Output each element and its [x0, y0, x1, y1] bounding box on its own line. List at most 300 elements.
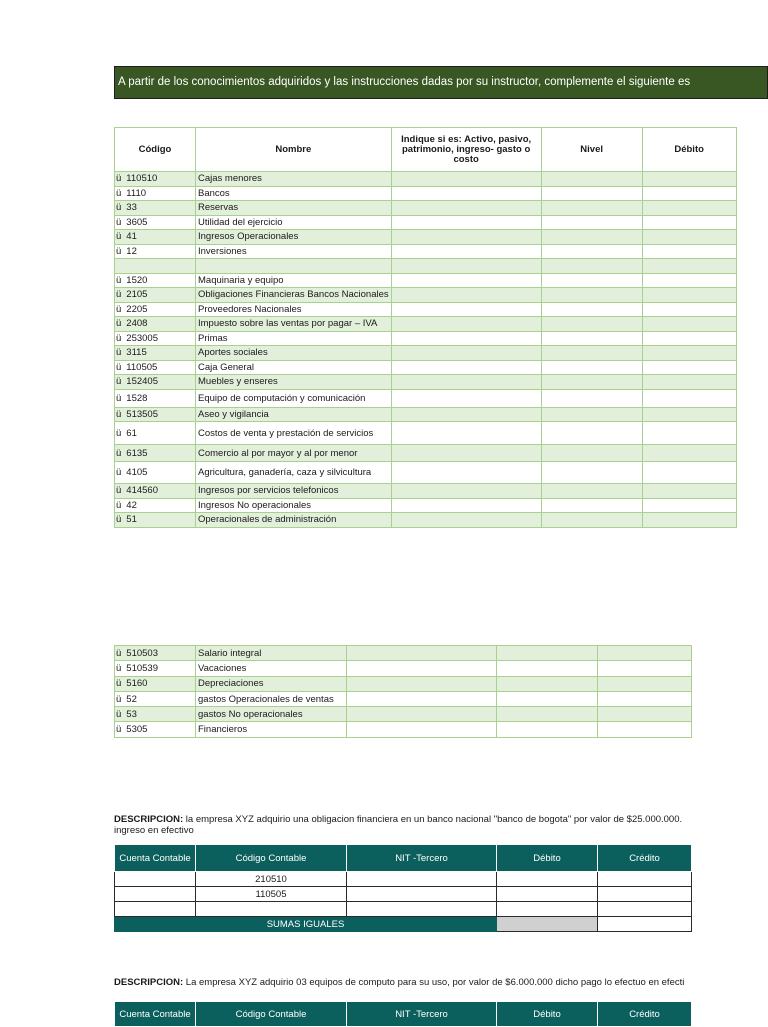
- account-code: 1528: [126, 392, 148, 404]
- account-name-cell: [196, 707, 347, 722]
- account-type-input[interactable]: [391, 215, 541, 230]
- account-level-input[interactable]: [541, 317, 642, 332]
- account-name: Depreciaciones: [198, 678, 264, 690]
- account-debit-input[interactable]: [598, 707, 692, 722]
- entry2-header-cuenta: Cuenta Contable: [115, 1002, 196, 1027]
- account-debit-input[interactable]: [642, 513, 736, 528]
- account-row: [115, 215, 737, 230]
- check-bullet-icon: ü: [116, 662, 122, 674]
- check-bullet-icon: ü: [116, 216, 122, 228]
- account-type-input[interactable]: [391, 484, 541, 499]
- account-name-cell: [196, 259, 392, 274]
- account-debit-input[interactable]: [598, 661, 692, 676]
- account-code-cell: [115, 215, 196, 230]
- check-bullet-icon: ü: [116, 724, 122, 736]
- account-name-cell: [196, 646, 347, 661]
- account-name: Inversiones: [198, 245, 247, 257]
- account-debit-input[interactable]: [642, 201, 736, 216]
- entry2-description: [114, 977, 694, 988]
- entry1-header-credito: Crédito: [598, 845, 692, 872]
- header-nivel: Nivel: [541, 128, 642, 172]
- account-code: 12: [126, 245, 137, 257]
- account-row: [115, 375, 737, 390]
- account-name: Vacaciones: [198, 662, 247, 674]
- account-row: [115, 172, 737, 187]
- account-debit-input[interactable]: [642, 273, 736, 288]
- account-row: [115, 646, 692, 661]
- journal-entry-1: [114, 844, 692, 932]
- account-level-input[interactable]: [541, 513, 642, 528]
- account-debit-input[interactable]: [642, 375, 736, 390]
- account-type-input[interactable]: [391, 201, 541, 216]
- account-row: [115, 484, 737, 499]
- account-name-cell: [196, 201, 392, 216]
- account-level-input[interactable]: [497, 676, 598, 691]
- account-debit-input[interactable]: [642, 302, 736, 317]
- entry1-cell-nit[interactable]: [347, 872, 497, 887]
- account-debit-input[interactable]: [642, 422, 736, 445]
- account-name-cell: [196, 445, 392, 462]
- account-name-cell: [196, 288, 392, 303]
- account-code: 5305: [126, 724, 148, 736]
- account-name: Comercio al por mayor y al por menor: [198, 447, 358, 459]
- account-row: [115, 445, 737, 462]
- check-bullet-icon: ü: [116, 693, 122, 705]
- account-type-input[interactable]: [391, 230, 541, 245]
- account-debit-input[interactable]: [642, 230, 736, 245]
- account-code-cell: [115, 273, 196, 288]
- account-row: [115, 707, 692, 722]
- account-debit-input[interactable]: [642, 331, 736, 346]
- account-name: Impuesto sobre las ventas por pagar – IVA: [198, 318, 378, 330]
- account-row: [115, 302, 737, 317]
- account-type-input[interactable]: [391, 259, 541, 274]
- account-row: [115, 676, 692, 691]
- account-debit-input[interactable]: [598, 691, 692, 706]
- entry1-cell-credito[interactable]: [598, 872, 692, 887]
- account-level-input[interactable]: [541, 302, 642, 317]
- account-name: Primas: [198, 332, 228, 344]
- account-name: Bancos: [198, 187, 230, 199]
- account-code: 33: [126, 202, 137, 214]
- check-bullet-icon: ü: [116, 361, 122, 373]
- check-bullet-icon: ü: [116, 485, 122, 497]
- account-debit-input[interactable]: [642, 484, 736, 499]
- header-debito: Débito: [642, 128, 736, 172]
- account-row: [115, 722, 692, 737]
- account-type-input[interactable]: [347, 707, 497, 722]
- account-name: gastos Operacionales de ventas: [198, 693, 334, 705]
- account-code-cell: [115, 389, 196, 407]
- check-bullet-icon: ü: [116, 274, 122, 286]
- account-name: Operacionales de administración: [198, 514, 337, 526]
- journal-entry-2: [114, 1001, 692, 1027]
- account-type-input[interactable]: [391, 407, 541, 422]
- account-debit-input[interactable]: [642, 407, 736, 422]
- entry2-header-row: [115, 1002, 692, 1027]
- account-level-input[interactable]: [541, 462, 642, 484]
- entry2-header-credito: Crédito: [598, 1002, 692, 1027]
- account-debit-input[interactable]: [642, 346, 736, 361]
- account-level-input[interactable]: [541, 389, 642, 407]
- account-code-cell: [115, 288, 196, 303]
- account-name-cell: [196, 513, 392, 528]
- header-codigo: Código: [115, 128, 196, 172]
- entry1-cell-cuenta[interactable]: [115, 872, 196, 887]
- account-code: 42: [126, 499, 137, 511]
- account-level-input[interactable]: [497, 646, 598, 661]
- account-name-cell: [196, 230, 392, 245]
- account-type-input[interactable]: [347, 691, 497, 706]
- account-code-cell: [115, 407, 196, 422]
- account-code-cell: [115, 513, 196, 528]
- accounts-table: [114, 127, 737, 528]
- account-code-cell: [115, 484, 196, 499]
- account-code-cell: [115, 244, 196, 259]
- account-level-input[interactable]: [541, 445, 642, 462]
- account-type-input[interactable]: [391, 302, 541, 317]
- header-nombre: Nombre: [196, 128, 392, 172]
- account-type-input[interactable]: [391, 445, 541, 462]
- check-bullet-icon: ü: [116, 289, 122, 301]
- instruction-banner: [114, 66, 768, 99]
- account-name-cell: [196, 317, 392, 332]
- account-type-input[interactable]: [391, 462, 541, 484]
- account-name-cell: [196, 244, 392, 259]
- account-name-cell: [196, 661, 347, 676]
- account-code: 510539: [126, 662, 158, 674]
- check-bullet-icon: ü: [116, 647, 122, 659]
- account-name-cell: [196, 346, 392, 361]
- entry1-header-debito: Débito: [497, 845, 598, 872]
- account-type-input[interactable]: [391, 422, 541, 445]
- entry1-cell-cuenta[interactable]: [115, 902, 196, 917]
- account-type-input[interactable]: [391, 186, 541, 201]
- entry1-cell-credito[interactable]: [598, 902, 692, 917]
- account-code: 4105: [126, 467, 148, 478]
- account-type-input[interactable]: [391, 360, 541, 375]
- account-code-cell: [115, 445, 196, 462]
- account-code-cell: [115, 462, 196, 484]
- check-bullet-icon: ü: [116, 245, 122, 257]
- check-bullet-icon: ü: [116, 318, 122, 330]
- check-bullet-icon: ü: [116, 347, 122, 359]
- account-row: [115, 513, 737, 528]
- entry1-sum-debito: [497, 917, 598, 932]
- entry1-cell-debito[interactable]: [497, 902, 598, 917]
- account-code: 110510: [126, 173, 158, 185]
- account-code: 152405: [126, 376, 158, 388]
- account-name: gastos No operacionales: [198, 708, 303, 720]
- account-code-cell: [115, 375, 196, 390]
- account-row: [115, 422, 737, 445]
- account-code: 1520: [126, 274, 148, 286]
- account-row: [115, 407, 737, 422]
- account-code: 61: [126, 427, 137, 439]
- account-name-cell: [196, 407, 392, 422]
- check-bullet-icon: ü: [116, 202, 122, 214]
- account-name: Aportes sociales: [198, 347, 268, 359]
- account-row: [115, 186, 737, 201]
- account-level-input[interactable]: [497, 722, 598, 737]
- entry1-cell-nit[interactable]: [347, 902, 497, 917]
- account-code-cell: [115, 661, 196, 676]
- entry1-cell-debito[interactable]: [497, 887, 598, 902]
- account-debit-input[interactable]: [642, 462, 736, 484]
- account-debit-input[interactable]: [598, 646, 692, 661]
- account-code-cell: [115, 230, 196, 245]
- account-name-cell: [196, 498, 392, 513]
- check-bullet-icon: ü: [116, 392, 122, 404]
- check-bullet-icon: ü: [116, 303, 122, 315]
- check-bullet-icon: ü: [116, 427, 122, 439]
- account-code-cell: [115, 646, 196, 661]
- account-type-input[interactable]: [391, 375, 541, 390]
- account-level-input[interactable]: [497, 707, 598, 722]
- entry1-row: [115, 887, 692, 902]
- account-debit-input[interactable]: [642, 360, 736, 375]
- entry1-description-text: la empresa XYZ adquirio una obligacion financiera en un banco nacional "banco de bogota" por valor de $25.000.000. ingreso en efectivo: [114, 814, 683, 836]
- account-code: 110505: [126, 361, 158, 373]
- account-level-input[interactable]: [541, 186, 642, 201]
- account-code: 6135: [126, 447, 148, 459]
- account-row: [115, 691, 692, 706]
- entry1-row: [115, 872, 692, 887]
- account-name-cell: [196, 422, 392, 445]
- account-code: 51: [126, 514, 137, 526]
- account-name: Agricultura, ganadería, caza y silvicultura: [198, 467, 372, 478]
- entry1-cell-cuenta[interactable]: [115, 887, 196, 902]
- account-level-input[interactable]: [541, 259, 642, 274]
- account-code: 53: [126, 708, 137, 720]
- account-name: Proveedores Nacionales: [198, 303, 302, 315]
- account-type-input[interactable]: [391, 244, 541, 259]
- account-debit-input[interactable]: [642, 498, 736, 513]
- account-debit-input[interactable]: [642, 172, 736, 187]
- account-code-cell: [115, 346, 196, 361]
- check-bullet-icon: ü: [116, 187, 122, 199]
- check-bullet-icon: ü: [116, 231, 122, 243]
- check-bullet-icon: ü: [116, 376, 122, 388]
- account-row: [115, 273, 737, 288]
- check-bullet-icon: ü: [116, 332, 122, 344]
- account-type-input[interactable]: [391, 317, 541, 332]
- account-code: 510503: [126, 647, 158, 659]
- account-name: Obligaciones Financieras Bancos Nacionales: [198, 289, 389, 301]
- account-name: Ingresos No operacionales: [198, 499, 312, 511]
- account-level-input[interactable]: [541, 331, 642, 346]
- account-name-cell: [196, 691, 347, 706]
- account-row: [115, 230, 737, 245]
- account-type-input[interactable]: [391, 513, 541, 528]
- account-row: [115, 498, 737, 513]
- account-code-cell: [115, 707, 196, 722]
- account-debit-input[interactable]: [642, 215, 736, 230]
- account-name-cell: [196, 331, 392, 346]
- account-name-cell: [196, 273, 392, 288]
- account-name-cell: [196, 484, 392, 499]
- check-bullet-icon: ü: [116, 408, 122, 420]
- entry1-header-row: [115, 845, 692, 872]
- account-code: 414560: [126, 485, 158, 497]
- account-code-cell: [115, 317, 196, 332]
- account-code-cell: [115, 722, 196, 737]
- account-name-cell: [196, 215, 392, 230]
- instruction-text: A partir de los conocimientos adquiridos y las instrucciones dadas por su instructor, complemente el siguiente es: [118, 76, 691, 88]
- account-level-input[interactable]: [541, 215, 642, 230]
- account-code-cell: [115, 691, 196, 706]
- account-code: 2408: [126, 318, 148, 330]
- account-code: 41: [126, 231, 137, 243]
- account-level-input[interactable]: [541, 288, 642, 303]
- account-code-cell: [115, 259, 196, 274]
- account-debit-input[interactable]: [642, 317, 736, 332]
- account-type-input[interactable]: [347, 646, 497, 661]
- account-level-input[interactable]: [541, 201, 642, 216]
- account-name: Equipo de computación y comunicación: [198, 392, 366, 404]
- account-name-cell: [196, 186, 392, 201]
- entry1-cell-debito[interactable]: [497, 872, 598, 887]
- account-type-input[interactable]: [391, 172, 541, 187]
- account-debit-input[interactable]: [642, 186, 736, 201]
- account-debit-input[interactable]: [642, 259, 736, 274]
- account-row: [115, 201, 737, 216]
- account-type-input[interactable]: [391, 346, 541, 361]
- entry1-header-codigo: Código Contable: [196, 845, 347, 872]
- account-code: 2205: [126, 303, 148, 315]
- entry1-header-cuenta: Cuenta Contable: [115, 845, 196, 872]
- check-bullet-icon: ü: [116, 708, 122, 720]
- entry1-cell-codigo[interactable]: 210510: [196, 872, 347, 887]
- entry1-cell-codigo[interactable]: [196, 902, 347, 917]
- account-name-cell: [196, 676, 347, 691]
- account-name-cell: [196, 302, 392, 317]
- entry1-header-nit: NIT -Tercero: [347, 845, 497, 872]
- entry1-description: [114, 814, 694, 836]
- account-level-input[interactable]: [541, 244, 642, 259]
- account-type-input[interactable]: [391, 273, 541, 288]
- account-type-input[interactable]: [391, 288, 541, 303]
- account-row: [115, 360, 737, 375]
- check-bullet-icon: ü: [116, 173, 122, 185]
- header-indique: Indique si es: Activo, pasivo, patrimonio, ingreso- gasto o costo: [391, 128, 541, 172]
- entry1-sum-label: SUMAS IGUALES: [115, 917, 497, 932]
- entry2-description-label: DESCRIPCION:: [114, 977, 184, 988]
- check-bullet-icon: ü: [116, 447, 122, 459]
- account-name: Maquinaria y equipo: [198, 274, 284, 286]
- entry1-cell-nit[interactable]: [347, 887, 497, 902]
- account-debit-input[interactable]: [598, 722, 692, 737]
- account-code: 52: [126, 693, 137, 705]
- account-level-input[interactable]: [541, 498, 642, 513]
- account-row: [115, 346, 737, 361]
- account-level-input[interactable]: [541, 360, 642, 375]
- account-level-input[interactable]: [541, 375, 642, 390]
- account-code-cell: [115, 422, 196, 445]
- entry1-cell-credito[interactable]: [598, 887, 692, 902]
- account-code: 513505: [126, 408, 158, 420]
- account-row: [115, 462, 737, 484]
- account-level-input[interactable]: [541, 172, 642, 187]
- account-code: 253005: [126, 332, 158, 344]
- account-name: Ingresos Operacionales: [198, 231, 299, 243]
- account-name-cell: [196, 462, 392, 484]
- account-level-input[interactable]: [497, 691, 598, 706]
- account-name: Ingresos por servicios telefonicos: [198, 485, 339, 497]
- account-name-cell: [196, 172, 392, 187]
- check-bullet-icon: ü: [116, 499, 122, 511]
- account-name-cell: [196, 375, 392, 390]
- entry1-sum-credito: [598, 917, 692, 932]
- account-name: Caja General: [198, 361, 254, 373]
- account-type-input[interactable]: [347, 722, 497, 737]
- account-code-cell: [115, 360, 196, 375]
- account-name-cell: [196, 389, 392, 407]
- entry1-row: [115, 902, 692, 917]
- account-code-cell: [115, 172, 196, 187]
- account-name: Reservas: [198, 202, 239, 214]
- account-row: [115, 288, 737, 303]
- account-level-input[interactable]: [541, 346, 642, 361]
- check-bullet-icon: ü: [116, 678, 122, 690]
- account-level-input[interactable]: [541, 422, 642, 445]
- entry2-header-codigo: Código Contable: [196, 1002, 347, 1027]
- account-type-input[interactable]: [391, 389, 541, 407]
- account-code-cell: [115, 302, 196, 317]
- entry1-cell-codigo[interactable]: 110505: [196, 887, 347, 902]
- account-level-input[interactable]: [541, 273, 642, 288]
- account-debit-input[interactable]: [642, 288, 736, 303]
- entry2-header-nit: NIT -Tercero: [347, 1002, 497, 1027]
- account-row: [115, 317, 737, 332]
- account-level-input[interactable]: [497, 661, 598, 676]
- account-level-input[interactable]: [541, 230, 642, 245]
- check-bullet-icon: ü: [116, 514, 122, 526]
- account-debit-input[interactable]: [642, 445, 736, 462]
- accounts-header-row: [115, 128, 737, 172]
- check-bullet-icon: ü: [116, 467, 122, 478]
- account-type-input[interactable]: [347, 676, 497, 691]
- account-debit-input[interactable]: [642, 244, 736, 259]
- entry1-description-label: DESCRIPCION:: [114, 814, 184, 825]
- accounts-table-continued: [114, 645, 692, 738]
- account-name: Costos de venta y prestación de servicios: [198, 427, 374, 439]
- account-row: [115, 244, 737, 259]
- account-type-input[interactable]: [347, 661, 497, 676]
- account-row: [115, 661, 692, 676]
- account-code: 3605: [126, 216, 148, 228]
- account-level-input[interactable]: [541, 407, 642, 422]
- account-type-input[interactable]: [391, 498, 541, 513]
- account-debit-input[interactable]: [642, 389, 736, 407]
- account-name-cell: [196, 360, 392, 375]
- account-name: Aseo y vigilancia: [198, 408, 269, 420]
- account-code-cell: [115, 201, 196, 216]
- account-level-input[interactable]: [541, 484, 642, 499]
- account-name: Salario integral: [198, 647, 262, 659]
- account-name: Cajas menores: [198, 173, 262, 185]
- account-code: 2105: [126, 289, 148, 301]
- account-row: [115, 331, 737, 346]
- account-code: 3115: [126, 347, 147, 359]
- account-name: Financieros: [198, 724, 248, 736]
- account-name: Muebles y enseres: [198, 376, 278, 388]
- account-code-cell: [115, 676, 196, 691]
- account-debit-input[interactable]: [598, 676, 692, 691]
- account-type-input[interactable]: [391, 331, 541, 346]
- account-row: [115, 389, 737, 407]
- account-code-cell: [115, 331, 196, 346]
